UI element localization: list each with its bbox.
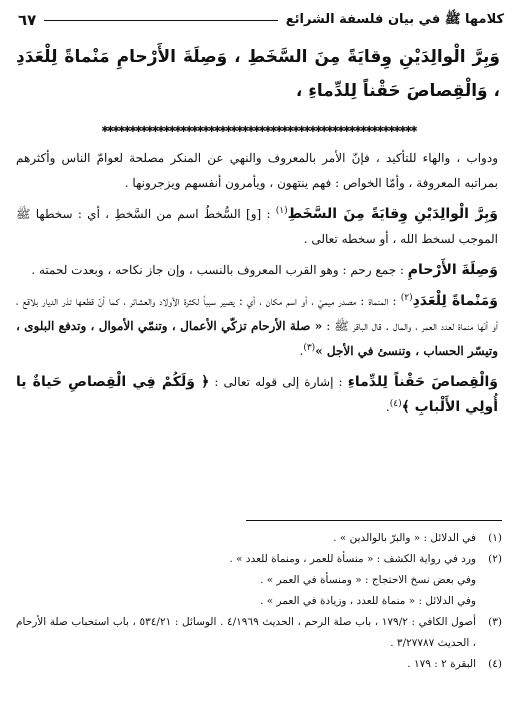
running-header [14, 8, 504, 32]
keyword-birr: وَبِرَّ الْوالِدَيْنِ وِقايَةً مِنَ السَّخَطِ [287, 206, 498, 222]
footnote-number: (٣) [488, 616, 502, 628]
footnote-text: ورد في رواية الكشف : « منسأة للعمر ، ومنماة للعدد » . [229, 553, 476, 565]
footnote-text: في الدلائل : « والبرّ بالوالدين » . [333, 532, 476, 544]
header-title: كلامها ﷺ في بيان فلسفة الشرائع [285, 11, 504, 27]
footnote-number: (٢) [488, 553, 502, 565]
sermon-excerpt-heading: وَبِرَّ الْوالِدَيْنِ وِقايَةً مِنَ السَّخَطِ ، وَصِلَةَ الأَرْحامِ مَنْماةً لِلْعَدَدِ ، وَالْقِصاصَ حَقْناً لِلدِّماءِ ، [16, 47, 500, 101]
footnote-ref-3: (٣) [303, 343, 316, 353]
paragraph-2-text: : [و] السُّخطُ اسم من السَّخطِ ، أي : سخطها ﷺ الموجب لسخط الله ، أو سخطه تعالى . [16, 207, 498, 246]
page-number: ٦٧ [18, 11, 37, 29]
paragraph-5-text: : إشارة إلى قوله تعالى : [214, 375, 343, 389]
footnote-continuation: وفي بعض نسخ الاحتجاج : « ومنسأة في العمر » . [260, 574, 476, 586]
paragraph-4-text: : المنماة : مصدر ميميّ ، أو اسم مكان ، أي : يصير سبباً لكثرة الأولاد والعشائر ، كما أنّ قطعها تذر الديار بلاقع ، أو أنّها منماة لعدد العمر ، والمال . قال الباقر ﷺ : [16, 294, 498, 333]
hadith-quote: « صلة الأرحام تزكّي الأعمال ، وتنمّي الأموال ، وتدفع البلوى ، وتيسّر الحساب ، وتنسئ في الأجل » [16, 319, 498, 358]
footnote-continuation: وفي الدلائل : « منماة للعدد ، وزيادة في العمر » . [260, 595, 476, 607]
paragraph-4: وَمَنْماةً لِلْعَدَدِ$^{(٢)}$ : المنماة : مصدر ميميّ ، أو اسم مكان ، أي : يصير سبباً لكثرة الأولاد والعشائر ، كما أنّ قطعها تذر الديار بلاقع ، أو أنّها منماة لعدد العمر ، والمال . قال الباقر ﷺ : « صلة الأرحام تزكّي الأعمال ، وتنمّي الأموال ، وتدفع البلوى ، وتيسّر الحساب ، وتنسئ في الأجل »$^{(٣)}$. [16, 293, 498, 358]
footnote-text: أصول الكافي : ١٧٩/٢ ، باب صلة الرحم ، الحديث ٤/١٩٦٩ . الوسائل : ٥٣٤/٢١ ، باب استحباب صلة الأرحام ، الحديث ٣/٢٧٧٨٧ . [16, 616, 477, 649]
footnote-ref-4: (٤) [389, 399, 402, 409]
footnote-text: البقرة ٢ : ١٧٩ . [407, 658, 476, 670]
footnote-item [16, 528, 502, 549]
keyword-manmat: وَمَنْماةً لِلْعَدَدِ [412, 293, 498, 309]
footnote-ref-2: (٢) [400, 293, 413, 303]
quran-verse: ﴿ وَلَكُمْ فِي الْقِصاصِ حَياةٌ يا أُولِي الأَلْبابِ ﴾ [16, 374, 498, 415]
paragraph-2 [16, 202, 498, 252]
commentary-body [16, 146, 498, 426]
footnote-item [16, 549, 502, 570]
footnote-item [16, 654, 502, 675]
header-rule [44, 20, 277, 21]
footnotes [16, 528, 502, 675]
footnote-rule [246, 520, 502, 521]
paragraph-3 [16, 258, 498, 283]
footnote-ref-1: (١) [275, 206, 288, 216]
keyword-silat: وَصِلَةَ الأَرْحامِ [407, 262, 498, 278]
footnote-item [16, 612, 502, 654]
footnote-number: (١) [488, 532, 502, 544]
star-separator: ✱✱✱✱✱✱✱✱✱✱✱✱✱✱✱✱✱✱✱✱✱✱✱✱✱✱✱✱✱✱✱✱✱✱✱✱✱✱✱✱✱✱✱✱✱✱✱✱✱✱✱✱✱✱✱✱ [101, 122, 417, 135]
paragraph-1: ودواب ، والهاء للتأكيد ، فإنّ الأمر بالمعروف والنهي عن المنكر مصلحة لعوامّ الناس وأكثرهم بمراتبه المعروفة ، وأمّا الخواص : فهم ينتهون ، ويأمرون أنفسهم ويزجرونها . [16, 151, 498, 190]
paragraph-3-text: : جمع رحم : وهو القرب المعروف بالنسب ، وإن جاز نكاحه ، وبعدت لحمته . [31, 263, 404, 277]
paragraph-5: وَالْقِصاصَ حَقْناً لِلدِّماءِ : إشارة إلى قوله تعالى : ﴿ وَلَكُمْ فِي الْقِصاصِ حَياةٌ يا أُولِي الأَلْبابِ ﴾$^{(٤)}$. [16, 374, 499, 415]
keyword-qisas: وَالْقِصاصَ حَقْناً لِلدِّماءِ [347, 374, 499, 390]
footnote-number: (٤) [488, 658, 502, 670]
